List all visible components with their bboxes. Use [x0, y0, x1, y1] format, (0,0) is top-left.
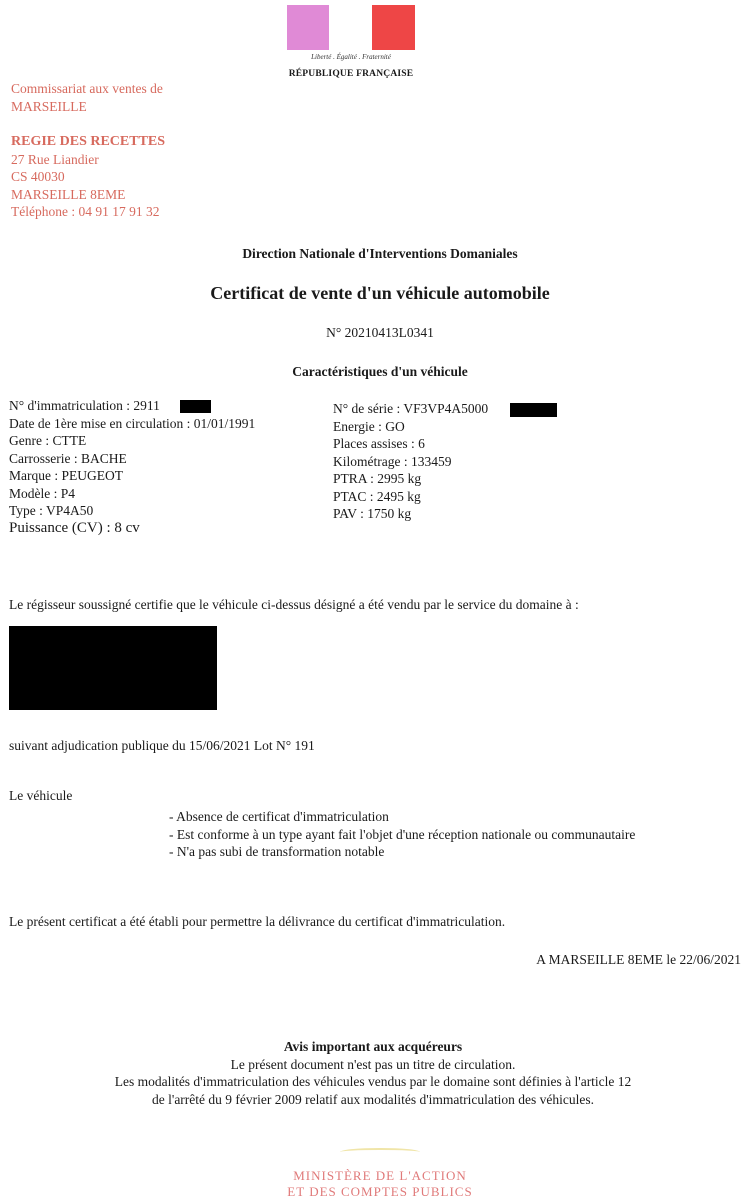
- spec-energy: Energie : GO: [333, 418, 405, 434]
- sender-office: REGIE DES RECETTES: [11, 134, 166, 149]
- sender-street: 27 Rue Liandier: [11, 151, 99, 167]
- condition-item: - N'a pas subi de transformation notable: [169, 844, 385, 859]
- spec-serial: N° de série : VF3VP4A5000: [333, 401, 489, 416]
- spec-power: Puissance (CV) : 8 cv: [9, 520, 140, 536]
- conditions-list: [169, 808, 635, 861]
- vehicle-specs-right: [333, 400, 488, 523]
- auction-line: suivant adjudication publique du 15/06/2021 Lot N° 191: [9, 738, 315, 753]
- logo-white-band: [329, 5, 372, 50]
- spec-pav: PAV : 1750 kg: [333, 506, 412, 521]
- spec-make: Marque : PEUGEOT: [9, 468, 123, 483]
- sender-block: [11, 80, 163, 115]
- spec-mileage: Kilométrage : 133459: [333, 453, 452, 469]
- condition-item: - Est conforme à un type ayant fait l'objet d'une réception nationale ou communautaire: [169, 826, 636, 842]
- spec-first-registration: Date de 1ère mise en circulation : 01/01/1991: [9, 415, 256, 431]
- notice-title: Avis important aux acquéreurs: [283, 1039, 463, 1054]
- vehicle-specs-left: [9, 397, 255, 520]
- certify-statement: Le régisseur soussigné certifie que le véhicule ci-dessus désigné a été vendu par le service du domaine à :: [9, 597, 579, 612]
- spec-registration: N° d'immatriculation : 2911: [9, 398, 160, 413]
- logo-red-band: [372, 5, 415, 50]
- spec-model: Modèle : P4: [9, 485, 75, 501]
- sender-phone: Téléphone : 04 91 17 91 32: [11, 204, 160, 219]
- place-date: A MARSEILLE 8EME le 22/06/2021: [536, 952, 741, 967]
- sender-city: MARSEILLE 8EME: [11, 186, 126, 202]
- redaction-buyer: [9, 626, 217, 710]
- notice-block: [0, 1038, 746, 1108]
- footer-line2: ET DES COMPTES PUBLICS: [287, 1184, 473, 1199]
- footer-ministry: [0, 1168, 746, 1200]
- logo-blue-band: [287, 5, 329, 50]
- notice-line2: Les modalités d'immatriculation des véhicules vendus par le domaine sont définies à l'article 12: [114, 1074, 632, 1089]
- redaction-registration: [180, 400, 211, 413]
- condition-item: - Absence de certificat d'immatriculation: [169, 809, 389, 824]
- certificate-number: N° 20210413L0341: [326, 325, 434, 340]
- spec-seats: Places assises : 6: [333, 436, 425, 451]
- sender-line1: Commissariat aux ventes de: [11, 81, 163, 96]
- redaction-serial: [510, 403, 557, 417]
- notice-line1: Le présent document n'est pas un titre de circulation.: [230, 1056, 516, 1072]
- marianne-logo: [287, 5, 415, 85]
- spec-ptac: PTAC : 2495 kg: [333, 488, 421, 504]
- document-title: Certificat de vente d'un véhicule automobile: [210, 283, 550, 303]
- notice-line3: de l'arrêté du 9 février 2009 relatif aux modalités d'immatriculation des véhicules.: [152, 1091, 594, 1107]
- spec-body: Carrosserie : BACHE: [9, 450, 127, 466]
- sender-address: [11, 133, 165, 221]
- footer-ornament: [340, 1148, 420, 1156]
- vehicle-label: Le véhicule: [9, 788, 73, 803]
- spec-genre: Genre : CTTE: [9, 433, 87, 448]
- sender-cs: CS 40030: [11, 169, 65, 184]
- sender-line2: MARSEILLE: [11, 98, 87, 114]
- logo-republique: RÉPUBLIQUE FRANÇAISE: [288, 69, 414, 79]
- section-heading: Caractéristiques d'un véhicule: [292, 364, 468, 379]
- purpose-statement: Le présent certificat a été établi pour permettre la délivrance du certificat d'immatriculation.: [9, 914, 506, 929]
- spec-type: Type : VP4A50: [9, 503, 94, 518]
- spec-ptra: PTRA : 2995 kg: [333, 471, 422, 486]
- direction-heading: Direction Nationale d'Interventions Domaniales: [242, 246, 518, 261]
- logo-motto: Liberté . Égalité . Fraternité: [311, 53, 391, 61]
- footer-line1: MINISTÈRE DE L'ACTION: [293, 1168, 467, 1183]
